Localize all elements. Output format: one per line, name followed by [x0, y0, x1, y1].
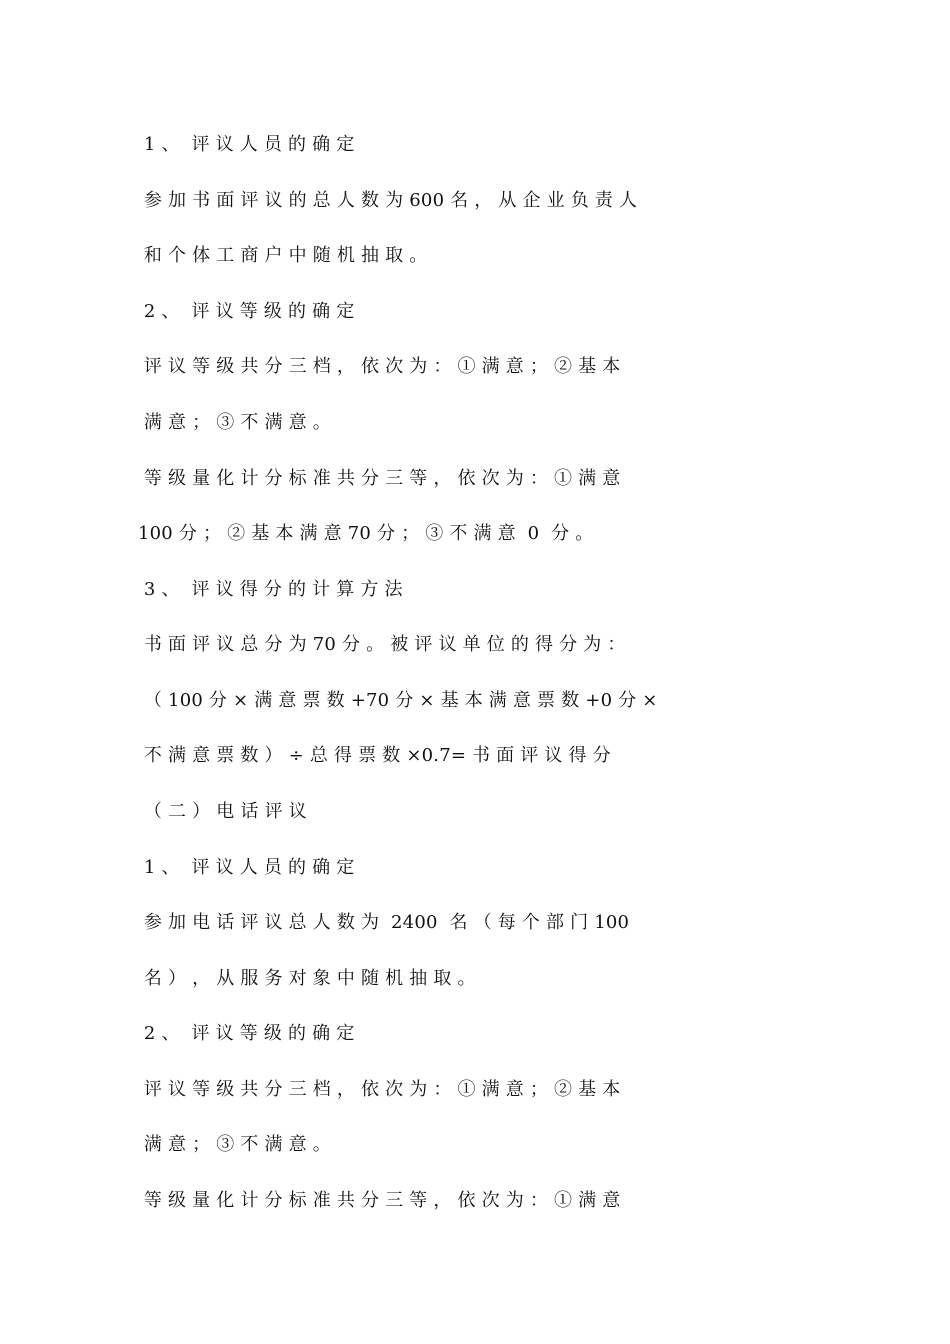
- paragraph-line: 满 意 ； ③ 不 满 意 。: [138, 1134, 331, 1155]
- paragraph-line: 评 议 等 级 共 分 三 档 ， 依 次 为 ： ① 满 意 ； ② 基 本: [138, 1079, 621, 1100]
- paragraph-line: 和 个 体 工 商 户 中 随 机 抽 取 。: [138, 245, 428, 266]
- section-heading-2: 2 、 评 议 等 级 的 确 定: [138, 1023, 355, 1044]
- paragraph-line: 等 级 量 化 计 分 标 准 共 分 三 等 ， 依 次 为 ： ① 满 意: [138, 468, 621, 489]
- paragraph-line: 等 级 量 化 计 分 标 准 共 分 三 等 ， 依 次 为 ： ① 满 意: [138, 1190, 621, 1211]
- formula-line: （ 100 分 × 满 意 票 数 +70 分 × 基 本 满 意 票 数 +0 分 ×: [138, 690, 658, 711]
- paragraph-line: 参 加 电 话 评 议 总 人 数 为 2400 名 （ 每 个 部 门 100: [138, 912, 630, 933]
- paragraph-line: 100 分 ； ② 基 本 满 意 70 分 ； ③ 不 满 意 0 分 。: [138, 523, 594, 544]
- formula-line: 不 满 意 票 数 ） ÷ 总 得 票 数 ×0.7= 书 面 评 议 得 分: [138, 745, 611, 766]
- section-heading-phone-review: （ 二 ） 电 话 评 议: [138, 801, 307, 822]
- section-heading-2: 2 、 评 议 等 级 的 确 定: [138, 301, 355, 322]
- paragraph-line: 满 意 ； ③ 不 满 意 。: [138, 412, 331, 433]
- paragraph-line: 名 ） ， 从 服 务 对 象 中 随 机 抽 取 。: [138, 968, 476, 989]
- paragraph-line: 书 面 评 议 总 分 为 70 分 。 被 评 议 单 位 的 得 分 为 ：: [138, 634, 626, 655]
- section-heading-3: 3 、 评 议 得 分 的 计 算 方 法: [138, 579, 403, 600]
- section-heading-1: 1 、 评 议 人 员 的 确 定: [138, 857, 355, 878]
- paragraph-line: 评 议 等 级 共 分 三 档 ， 依 次 为 ： ① 满 意 ； ② 基 本: [138, 356, 621, 377]
- paragraph-line: 参 加 书 面 评 议 的 总 人 数 为 600 名 ， 从 企 业 负 责 人: [138, 190, 638, 211]
- section-heading-1: 1 、 评 议 人 员 的 确 定: [138, 134, 355, 155]
